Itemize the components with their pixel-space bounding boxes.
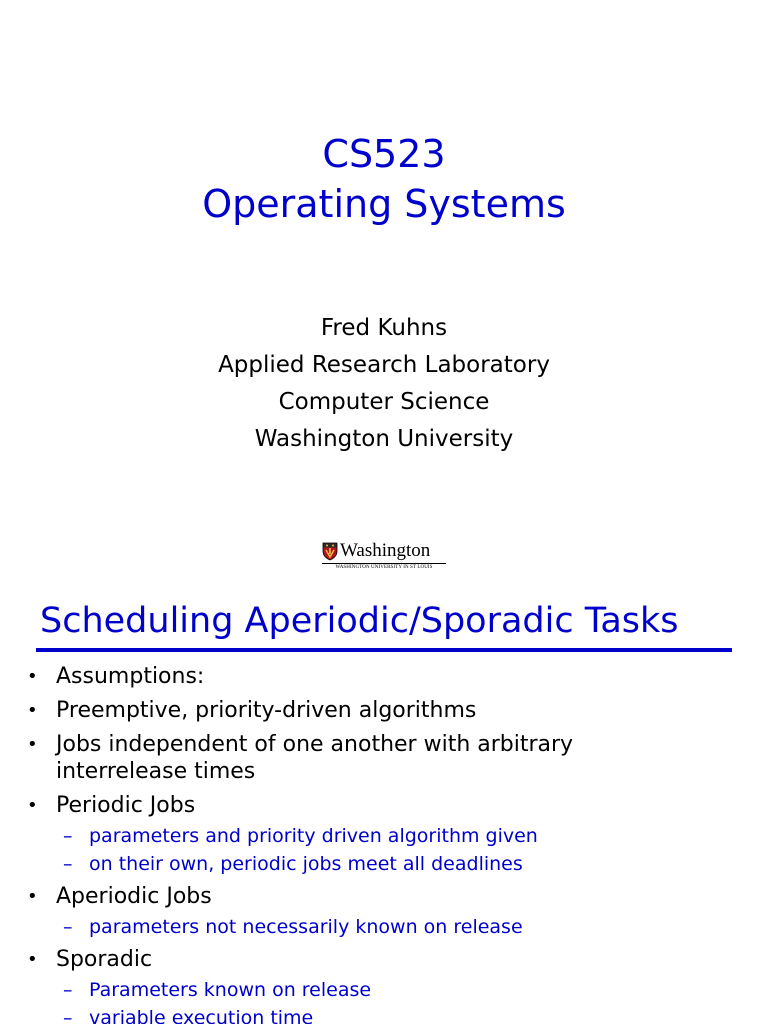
sub-bullet-text: variable execution time [89, 1007, 314, 1024]
logo-subtitle: WASHINGTON UNIVERSITY IN ST LOUIS [335, 565, 433, 570]
university-shield-icon [322, 542, 338, 561]
sub-bullet-dash: – [63, 853, 73, 875]
sub-bullet-text: on their own, periodic jobs meet all deadlines [89, 853, 523, 875]
sub-bullet-text: Parameters known on release [89, 979, 372, 1001]
bullet-text: Sporadic [56, 947, 153, 972]
slide-title: Scheduling Aperiodic/Sporadic Tasks [40, 601, 679, 641]
author-name: Fred Kuhns [320, 315, 448, 341]
bullet-text: Preemptive, priority-driven algorithms [56, 698, 477, 723]
bullet-dot: • [27, 795, 38, 816]
sub-bullet-dash: – [63, 825, 73, 847]
course-title: Operating Systems [202, 182, 566, 226]
university-logo [322, 540, 448, 572]
title-underline [36, 648, 732, 652]
sub-bullet-dash: – [63, 1007, 73, 1024]
sub-bullet-dash: – [63, 916, 73, 938]
bullet-dot: • [27, 949, 38, 970]
university-name: Washington University [254, 426, 514, 452]
bullet-dot: • [27, 666, 38, 687]
department-name: Computer Science [278, 389, 490, 415]
logo-wordmark: Washington [340, 540, 431, 561]
bullet-dot: • [27, 734, 38, 755]
lab-name: Applied Research Laboratory [218, 352, 550, 378]
bullet-dot: • [27, 886, 38, 907]
bullet-text: Assumptions: [56, 664, 205, 689]
bullet-text: Periodic Jobs [56, 793, 196, 818]
bullet-text: Jobs independent of one another with arbitrary interrelease times [56, 732, 574, 784]
bullet-text: Aperiodic Jobs [56, 884, 212, 909]
sub-bullet-dash: – [63, 979, 73, 1001]
sub-bullet-text: parameters and priority driven algorithm given [89, 825, 538, 847]
bullet-dot: • [27, 700, 38, 721]
sub-bullet-text: parameters not necessarily known on release [89, 916, 523, 938]
course-code: CS523 [322, 132, 446, 176]
